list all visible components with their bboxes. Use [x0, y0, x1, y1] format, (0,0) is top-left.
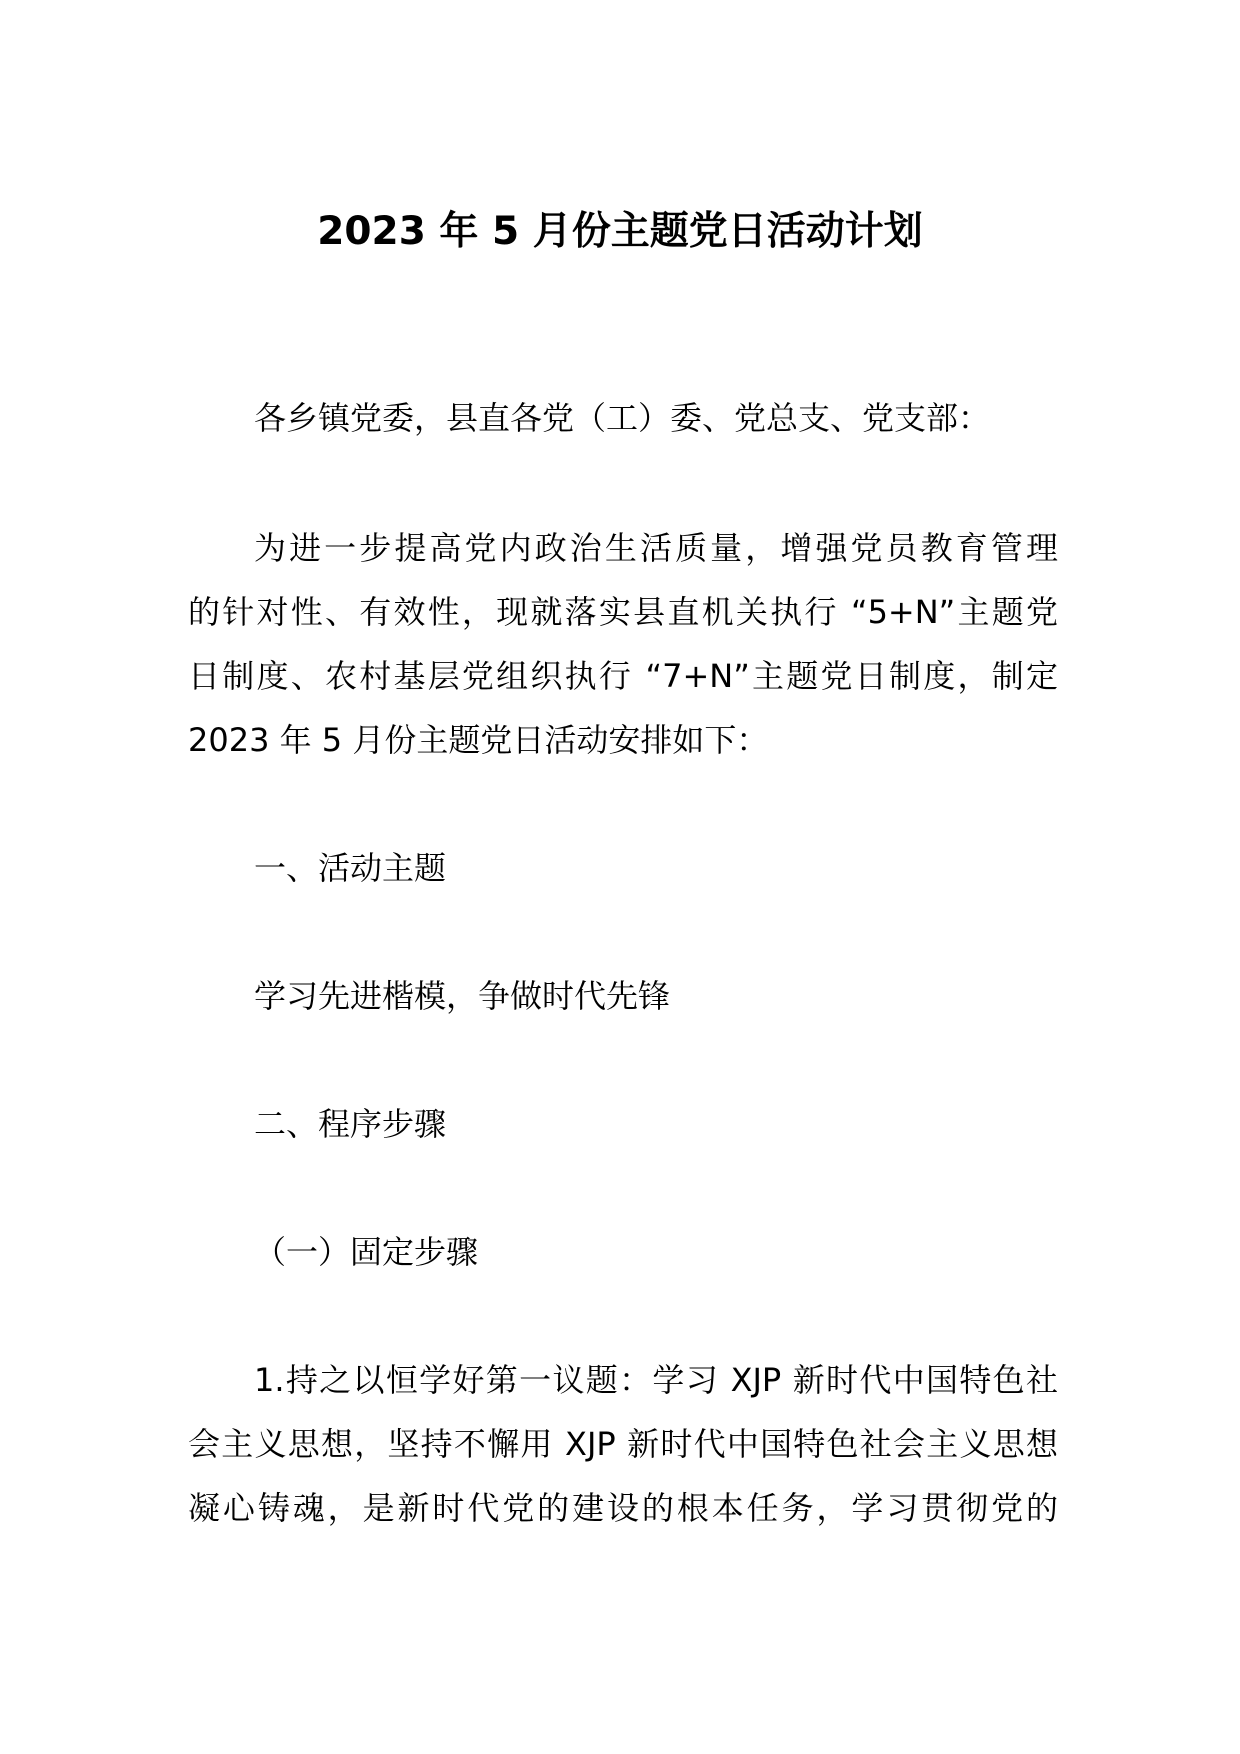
- theme-text: 学习先进楷模，争做时代先锋: [254, 977, 671, 1015]
- section-2-heading: 二、程序步骤: [254, 1105, 447, 1143]
- intro-line-1: 为进一步提高党内政治生活质量，增强党员教育管理: [254, 529, 1058, 567]
- item-1-line-1: 1.持之以恒学好第一议题：学习 XJP 新时代中国特色社: [254, 1361, 1058, 1399]
- item-1-line-2: 会主义思想，坚持不懈用 XJP 新时代中国特色社会主义思想: [188, 1425, 1058, 1463]
- salutation: 各乡镇党委，县直各党（工）委、党总支、党支部：: [254, 399, 991, 437]
- section-1-heading: 一、活动主题: [254, 849, 447, 887]
- intro-line-3: 日制度、农村基层党组织执行 “7+N”主题党日制度，制定: [188, 657, 1058, 695]
- document-title: 2023 年 5 月份主题党日活动计划: [317, 209, 923, 254]
- subsection-1-heading: （一）固定步骤: [254, 1233, 479, 1271]
- intro-line-4: 2023 年 5 月份主题党日活动安排如下：: [188, 721, 769, 759]
- intro-line-2: 的针对性、有效性，现就落实县直机关执行 “5+N”主题党: [188, 593, 1058, 631]
- item-1-line-3: 凝心铸魂，是新时代党的建设的根本任务，学习贯彻党的: [188, 1489, 1058, 1527]
